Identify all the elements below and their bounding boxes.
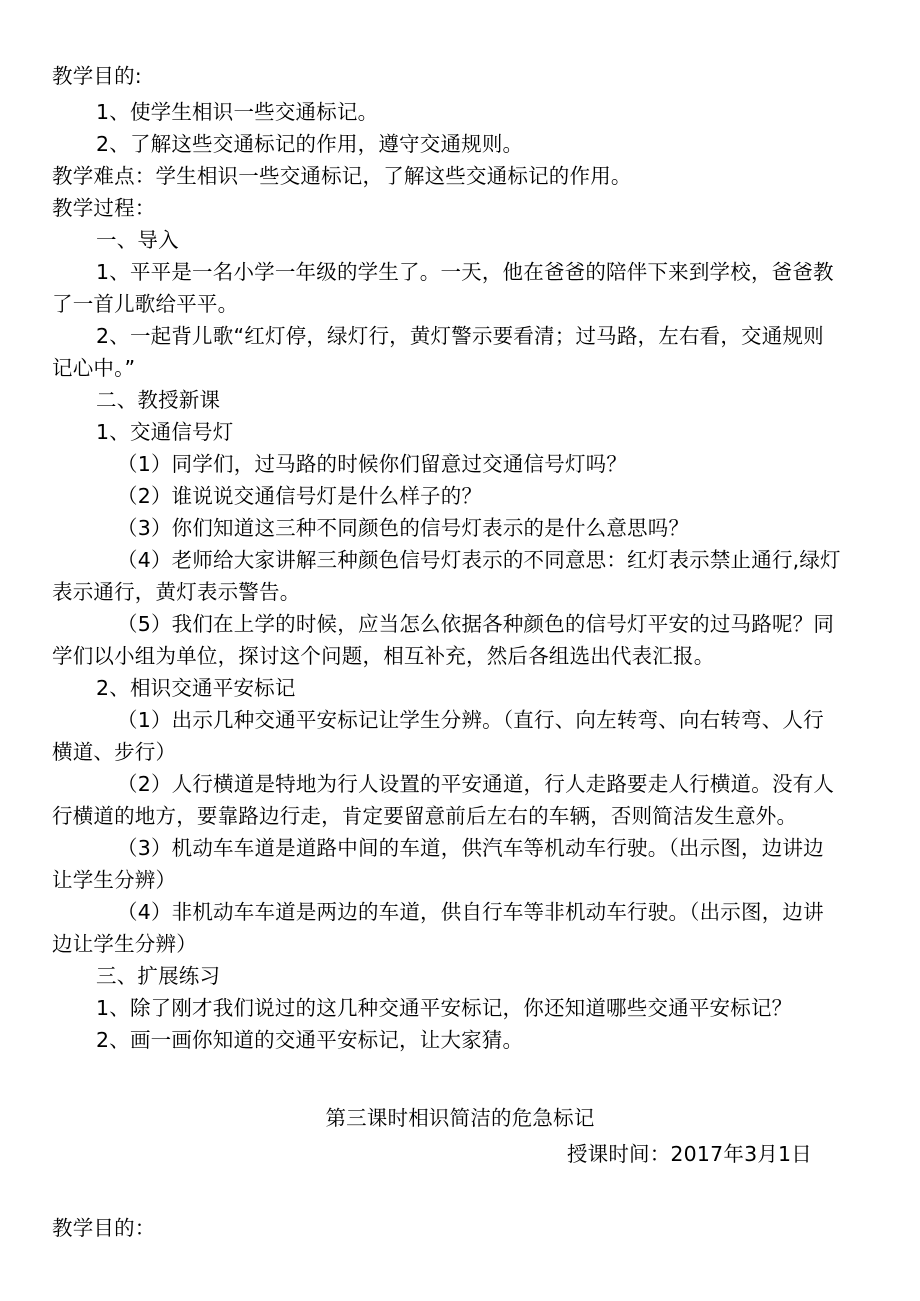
intro-item-2-cont: 记心中。” [52, 356, 136, 380]
lights-item-4: （4）老师给大家讲解三种颜色信号灯表示的不同意思：红灯表示禁止通行,绿灯 [117, 548, 841, 572]
lights-item-4-cont: 表示通行，黄灯表示警告。 [52, 580, 301, 604]
signs-item-4-cont: 边让学生分辨） [52, 932, 197, 956]
section-extension: 三、扩展练习 [96, 964, 221, 988]
teaching-date: 授课时间：2017年3月1日 [566, 1142, 812, 1166]
signs-item-2: （2）人行横道是特地为行人设置的平安通道，行人走路要走人行横道。没有人 [117, 772, 835, 796]
lights-item-5-cont: 学们以小组为单位，探讨这个问题，相互补充，然后各组选出代表汇报。 [52, 644, 715, 668]
goal-item-1: 1、使学生相识一些交通标记。 [96, 100, 379, 124]
section-new-lesson: 二、教授新课 [96, 388, 221, 412]
intro-item-1: 1、平平是一名小学一年级的学生了。一天，他在爸爸的陪伴下来到学校，爸爸教 [96, 260, 834, 284]
lesson-three-title: 第三课时相识简洁的危急标记 [325, 1106, 595, 1130]
intro-item-1-cont: 了一首儿歌给平平。 [52, 292, 239, 316]
lights-item-3: （3）你们知道这三种不同颜色的信号灯表示的是什么意思吗？ [117, 516, 690, 540]
signs-item-2-cont: 行横道的地方，要靠路边行走，肯定要留意前后左右的车辆，否则简洁发生意外。 [52, 804, 798, 828]
extension-item-1: 1、除了刚才我们说过的这几种交通平安标记，你还知道哪些交通平安标记？ [96, 996, 793, 1020]
signs-item-1-cont: 横道、步行） [52, 740, 177, 764]
heading-teaching-process: 教学过程： [52, 196, 156, 220]
heading-teaching-goals: 教学目的: [52, 64, 142, 88]
lights-item-5: （5）我们在上学的时候，应当怎么依据各种颜色的信号灯平安的过马路呢？同 [117, 612, 835, 636]
heading-teaching-goals-2: 教学目的： [52, 1216, 156, 1240]
extension-item-2: 2、画一画你知道的交通平安标记，让大家猜。 [96, 1028, 524, 1052]
lights-item-1: （1）同学们，过马路的时候你们留意过交通信号灯吗？ [117, 452, 628, 476]
subsection-traffic-lights: 1、交通信号灯 [96, 420, 234, 444]
signs-item-4: （4）非机动车车道是两边的车道，供自行车等非机动车行驶。（出示图，边讲 [117, 900, 824, 924]
section-intro: 一、导入 [96, 228, 179, 252]
signs-item-3-cont: 让学生分辨） [52, 868, 177, 892]
signs-item-3: （3）机动车车道是道路中间的车道，供汽车等机动车行驶。（出示图，边讲边 [117, 836, 824, 860]
lights-item-2: （2）谁说说交通信号灯是什么样子的？ [117, 484, 483, 508]
goal-item-2: 2、了解这些交通标记的作用，遵守交通规则。 [96, 132, 524, 156]
subsection-safety-signs: 2、相识交通平安标记 [96, 676, 296, 700]
signs-item-1: （1）出示几种交通平安标记让学生分辨。（直行、向左转弯、向右转弯、人行 [117, 708, 824, 732]
intro-item-2: 2、一起背儿歌“红灯停，绿灯行，黄灯警示要看清；过马路，左右看，交通规则 [96, 324, 824, 348]
teaching-difficulty: 教学难点：学生相识一些交通标记，了解这些交通标记的作用。 [52, 164, 632, 188]
